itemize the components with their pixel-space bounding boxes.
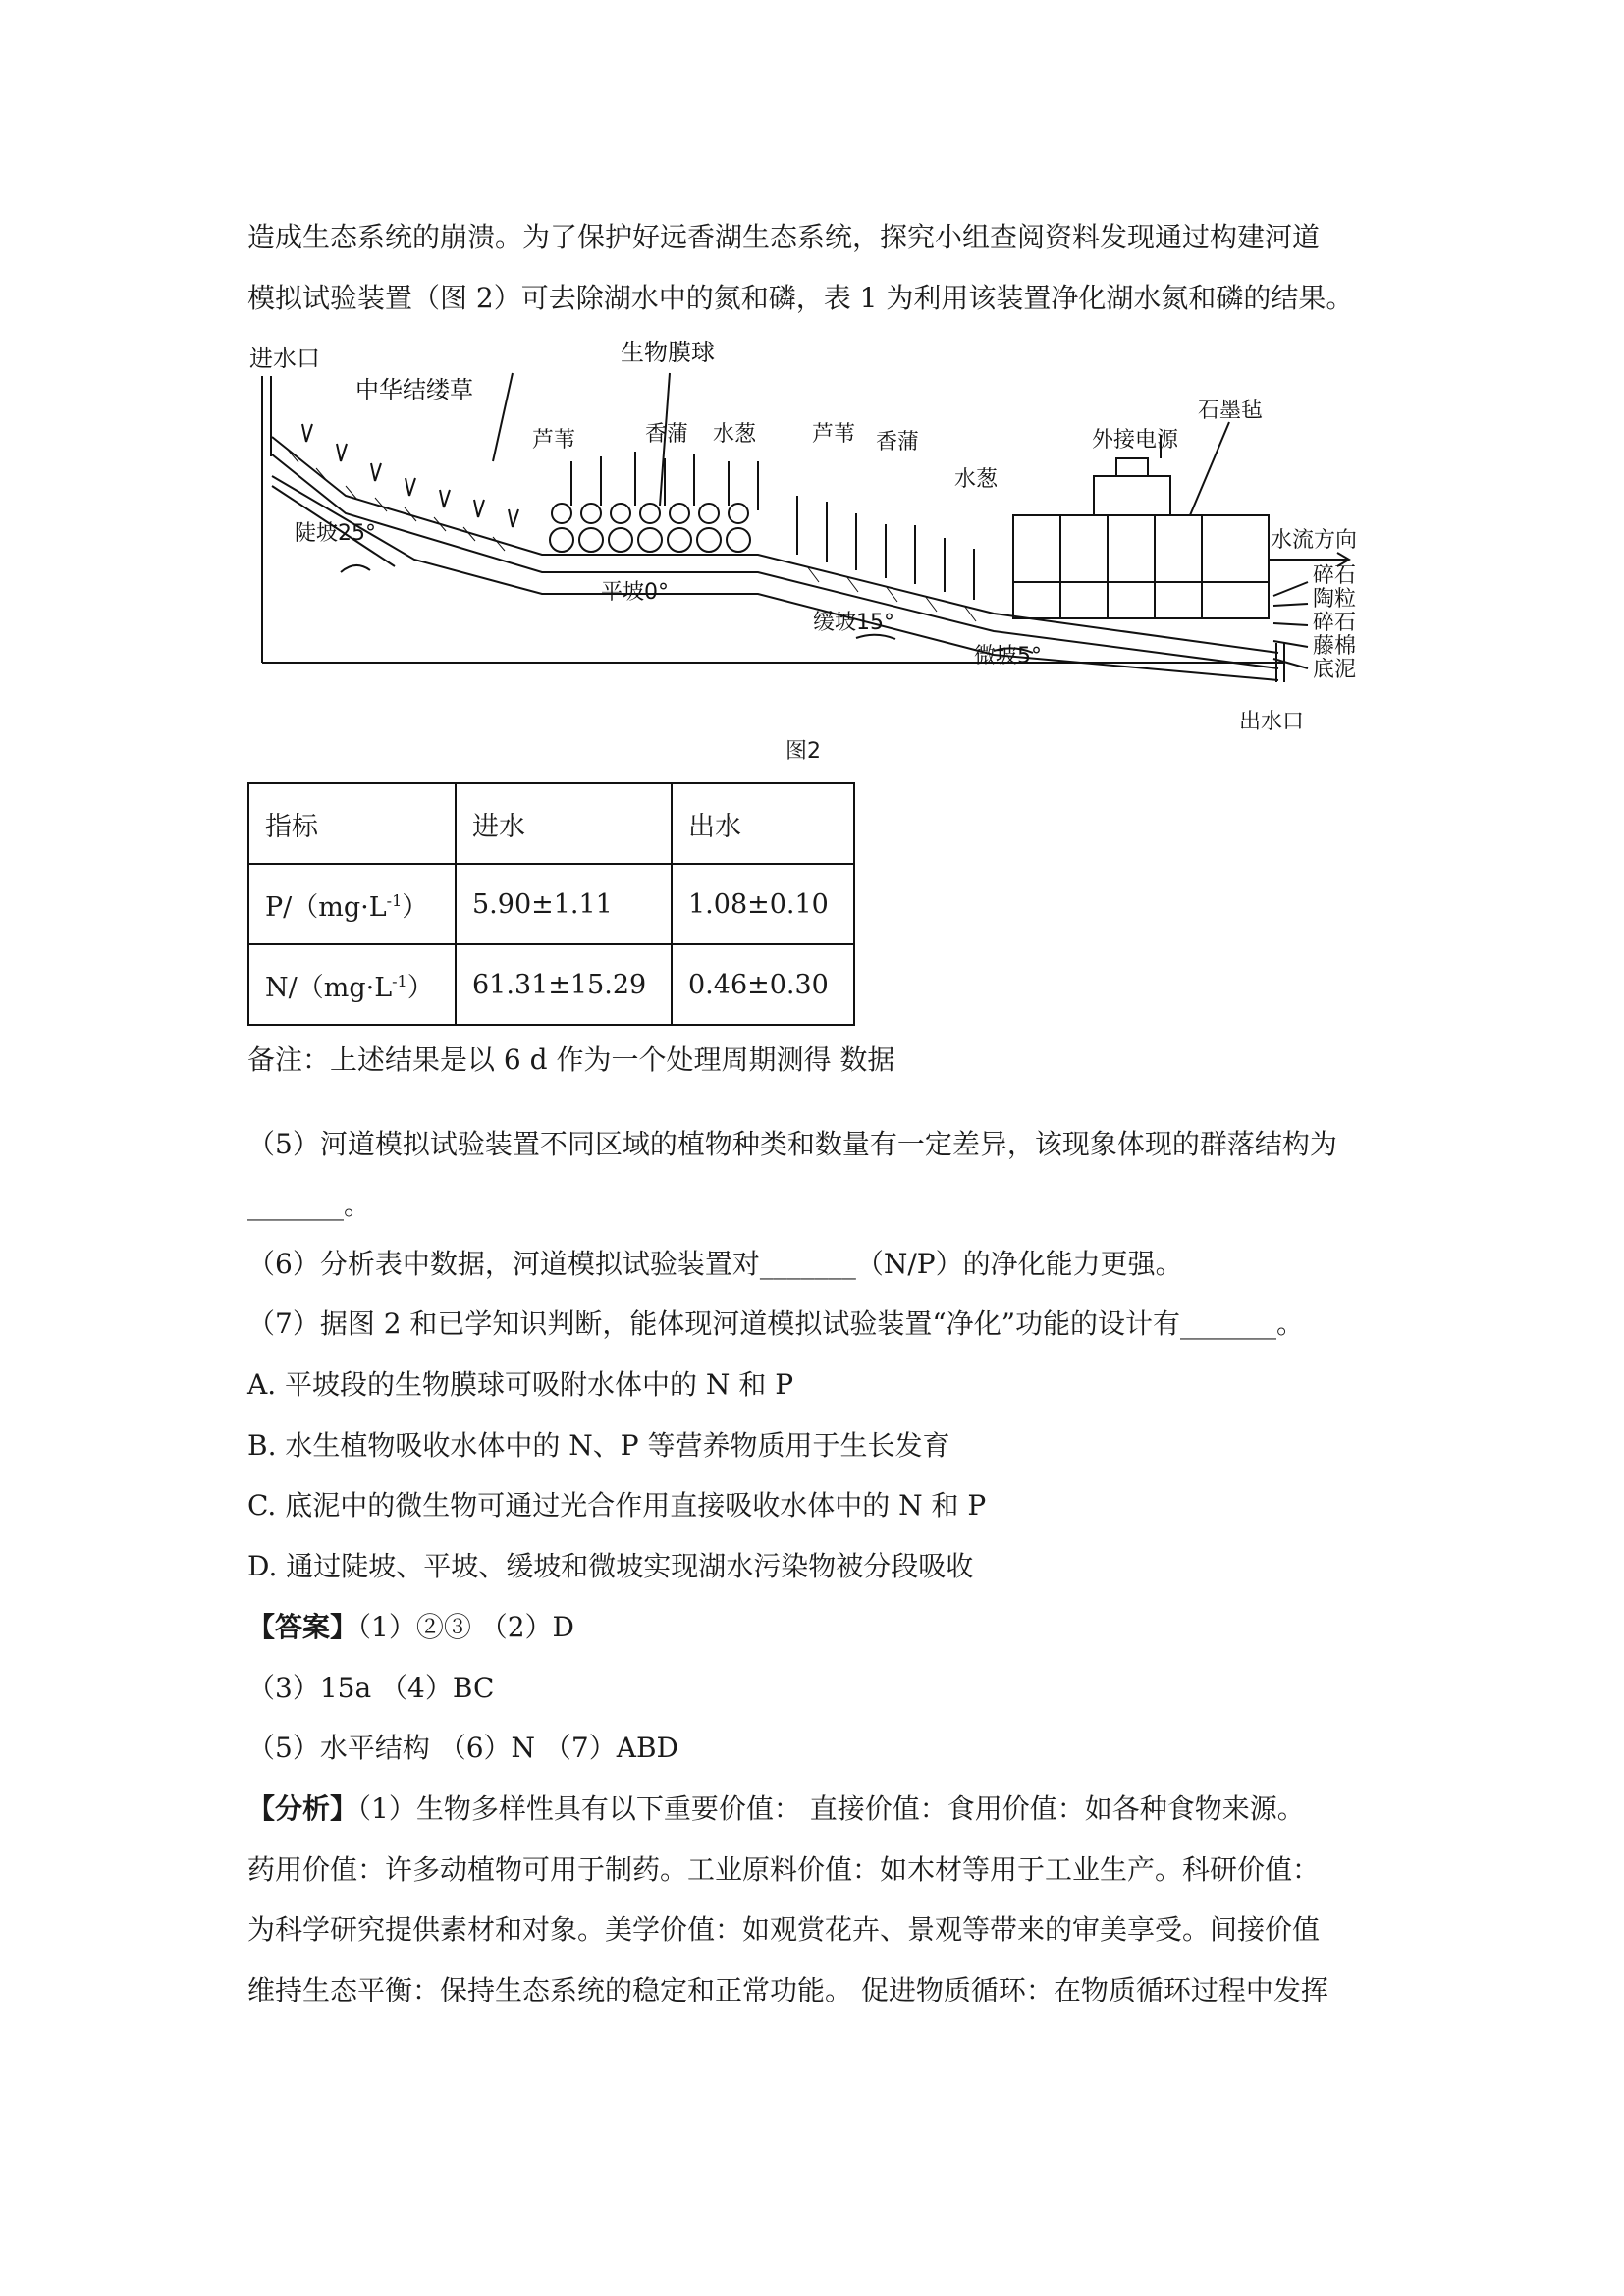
label-steep-slope: 陡坡25° xyxy=(295,521,376,546)
label-reed-1: 芦苇 xyxy=(532,428,576,453)
label-biofilm: 生物膜球 xyxy=(621,339,715,366)
label-scallion-2: 水葱 xyxy=(954,467,999,492)
label-scallion-1: 水葱 xyxy=(713,422,757,447)
label-inlet: 进水口 xyxy=(249,345,320,372)
table-cell-indicator: $N/(mg\cdot L^{-1})$ xyxy=(248,944,456,1025)
label-flow-direction: 水流方向 xyxy=(1271,528,1358,553)
label-power: 外接电源 xyxy=(1092,428,1179,453)
question-5-line-1: （5）河道模拟试验装置不同区域的植物种类和数量有一定差异，该现象体现的群落结构为 xyxy=(247,1128,1337,1160)
answer-line-3: （5）水平结构 （6）N （7）ABD xyxy=(247,1732,678,1764)
label-grass: 中华结缕草 xyxy=(355,376,473,403)
option-a: A. 平坡段的生物膜球可吸附水体中的 N 和 P xyxy=(247,1368,794,1401)
table-note: 备注：上述结果是以 6 d 作为一个处理周期测得 数据 xyxy=(247,1043,895,1076)
answer-line-2: （3）15a （4）BC xyxy=(247,1672,495,1704)
table-row xyxy=(248,944,854,1025)
table-header-cell: 指标 xyxy=(248,783,456,864)
results-table xyxy=(247,782,855,1026)
analysis-tag: 【分析】 xyxy=(247,1792,358,1825)
device-diagram xyxy=(247,339,1386,751)
table-cell-inflow: 61.31±15.29 xyxy=(456,944,672,1025)
label-reed-2: 芦苇 xyxy=(812,422,856,447)
figure-river-device xyxy=(247,339,1386,751)
label-layer-ceramsite: 陶粒 xyxy=(1313,587,1357,612)
table-row xyxy=(248,864,854,944)
label-graphite: 石墨毡 xyxy=(1198,399,1264,423)
question-5-line-2: _______。 xyxy=(247,1189,372,1221)
label-layer-gravel-1: 碎石 xyxy=(1313,563,1357,588)
analysis-line-2: 药用价值：许多动植物可用于制药。工业原料价值：如木材等用于工业生产。科研价值： xyxy=(247,1853,1321,1886)
label-layer-sediment: 底泥 xyxy=(1313,658,1357,682)
label-cattail-1: 香蒲 xyxy=(645,422,689,447)
intro-line-2: 模拟试验装置（图 2）可去除湖水中的氮和磷，表 1 为利用该装置净化湖水氮和磷的结果。 xyxy=(247,282,1354,314)
analysis-line-4: 维持生态平衡：保持生态系统的稳定和正常功能。 促进物质循环：在物质循环过程中发挥 xyxy=(247,1974,1328,2006)
table-cell-outflow: 1.08±0.10 xyxy=(672,864,854,944)
analysis-line-3: 为科学研究提供素材和对象。美学价值：如观赏花卉、景观等带来的审美享受。间接价值 xyxy=(247,1913,1321,1946)
table-header-row xyxy=(248,783,854,864)
question-6: （6）分析表中数据，河道模拟试验装置对_______（N/P）的净化能力更强。 xyxy=(247,1248,1183,1280)
label-layer-cotton: 藤棉 xyxy=(1313,634,1357,659)
intro-line-1: 造成生态系统的崩溃。为了保护好远香湖生态系统，探究小组查阅资料发现通过构建河道 xyxy=(247,221,1321,253)
label-flat-slope: 平坡0° xyxy=(601,580,669,605)
answer-tag: 【答案】 xyxy=(247,1611,358,1643)
label-layer-gravel-2: 碎石 xyxy=(1313,611,1357,635)
table-cell-indicator: $P/(mg\cdot L^{-1})$ xyxy=(248,864,456,944)
answer-line-1: 【答案】（1）②③ （2）D xyxy=(247,1611,574,1643)
table-header-cell: 进水 xyxy=(456,783,672,864)
figure-caption: 图2 xyxy=(785,739,821,764)
analysis-line-1: 【分析】（1）生物多样性具有以下重要价值： 直接价值：食用价值：如各种食物来源。 xyxy=(247,1792,1305,1825)
table-cell-outflow: 0.46±0.30 xyxy=(672,944,854,1025)
option-c: C. 底泥中的微生物可通过光合作用直接吸收水体中的 N 和 P xyxy=(247,1489,987,1522)
table-header-cell: 出水 xyxy=(672,783,854,864)
question-7: （7）据图 2 和已学知识判断，能体现河道模拟试验装置“净化”功能的设计有_______。 xyxy=(247,1308,1305,1340)
option-b: B. 水生植物吸收水体中的 N、P 等营养物质用于生长发育 xyxy=(247,1429,950,1462)
label-cattail-2: 香蒲 xyxy=(876,430,920,454)
label-slight-slope: 微坡5° xyxy=(974,644,1042,668)
label-gentle-slope: 缓坡15° xyxy=(813,611,894,635)
label-outlet: 出水口 xyxy=(1239,710,1305,734)
option-d: D. 通过陡坡、平坡、缓坡和微坡实现湖水污染物被分段吸收 xyxy=(247,1550,974,1582)
table-cell-inflow: 5.90±1.11 xyxy=(456,864,672,944)
